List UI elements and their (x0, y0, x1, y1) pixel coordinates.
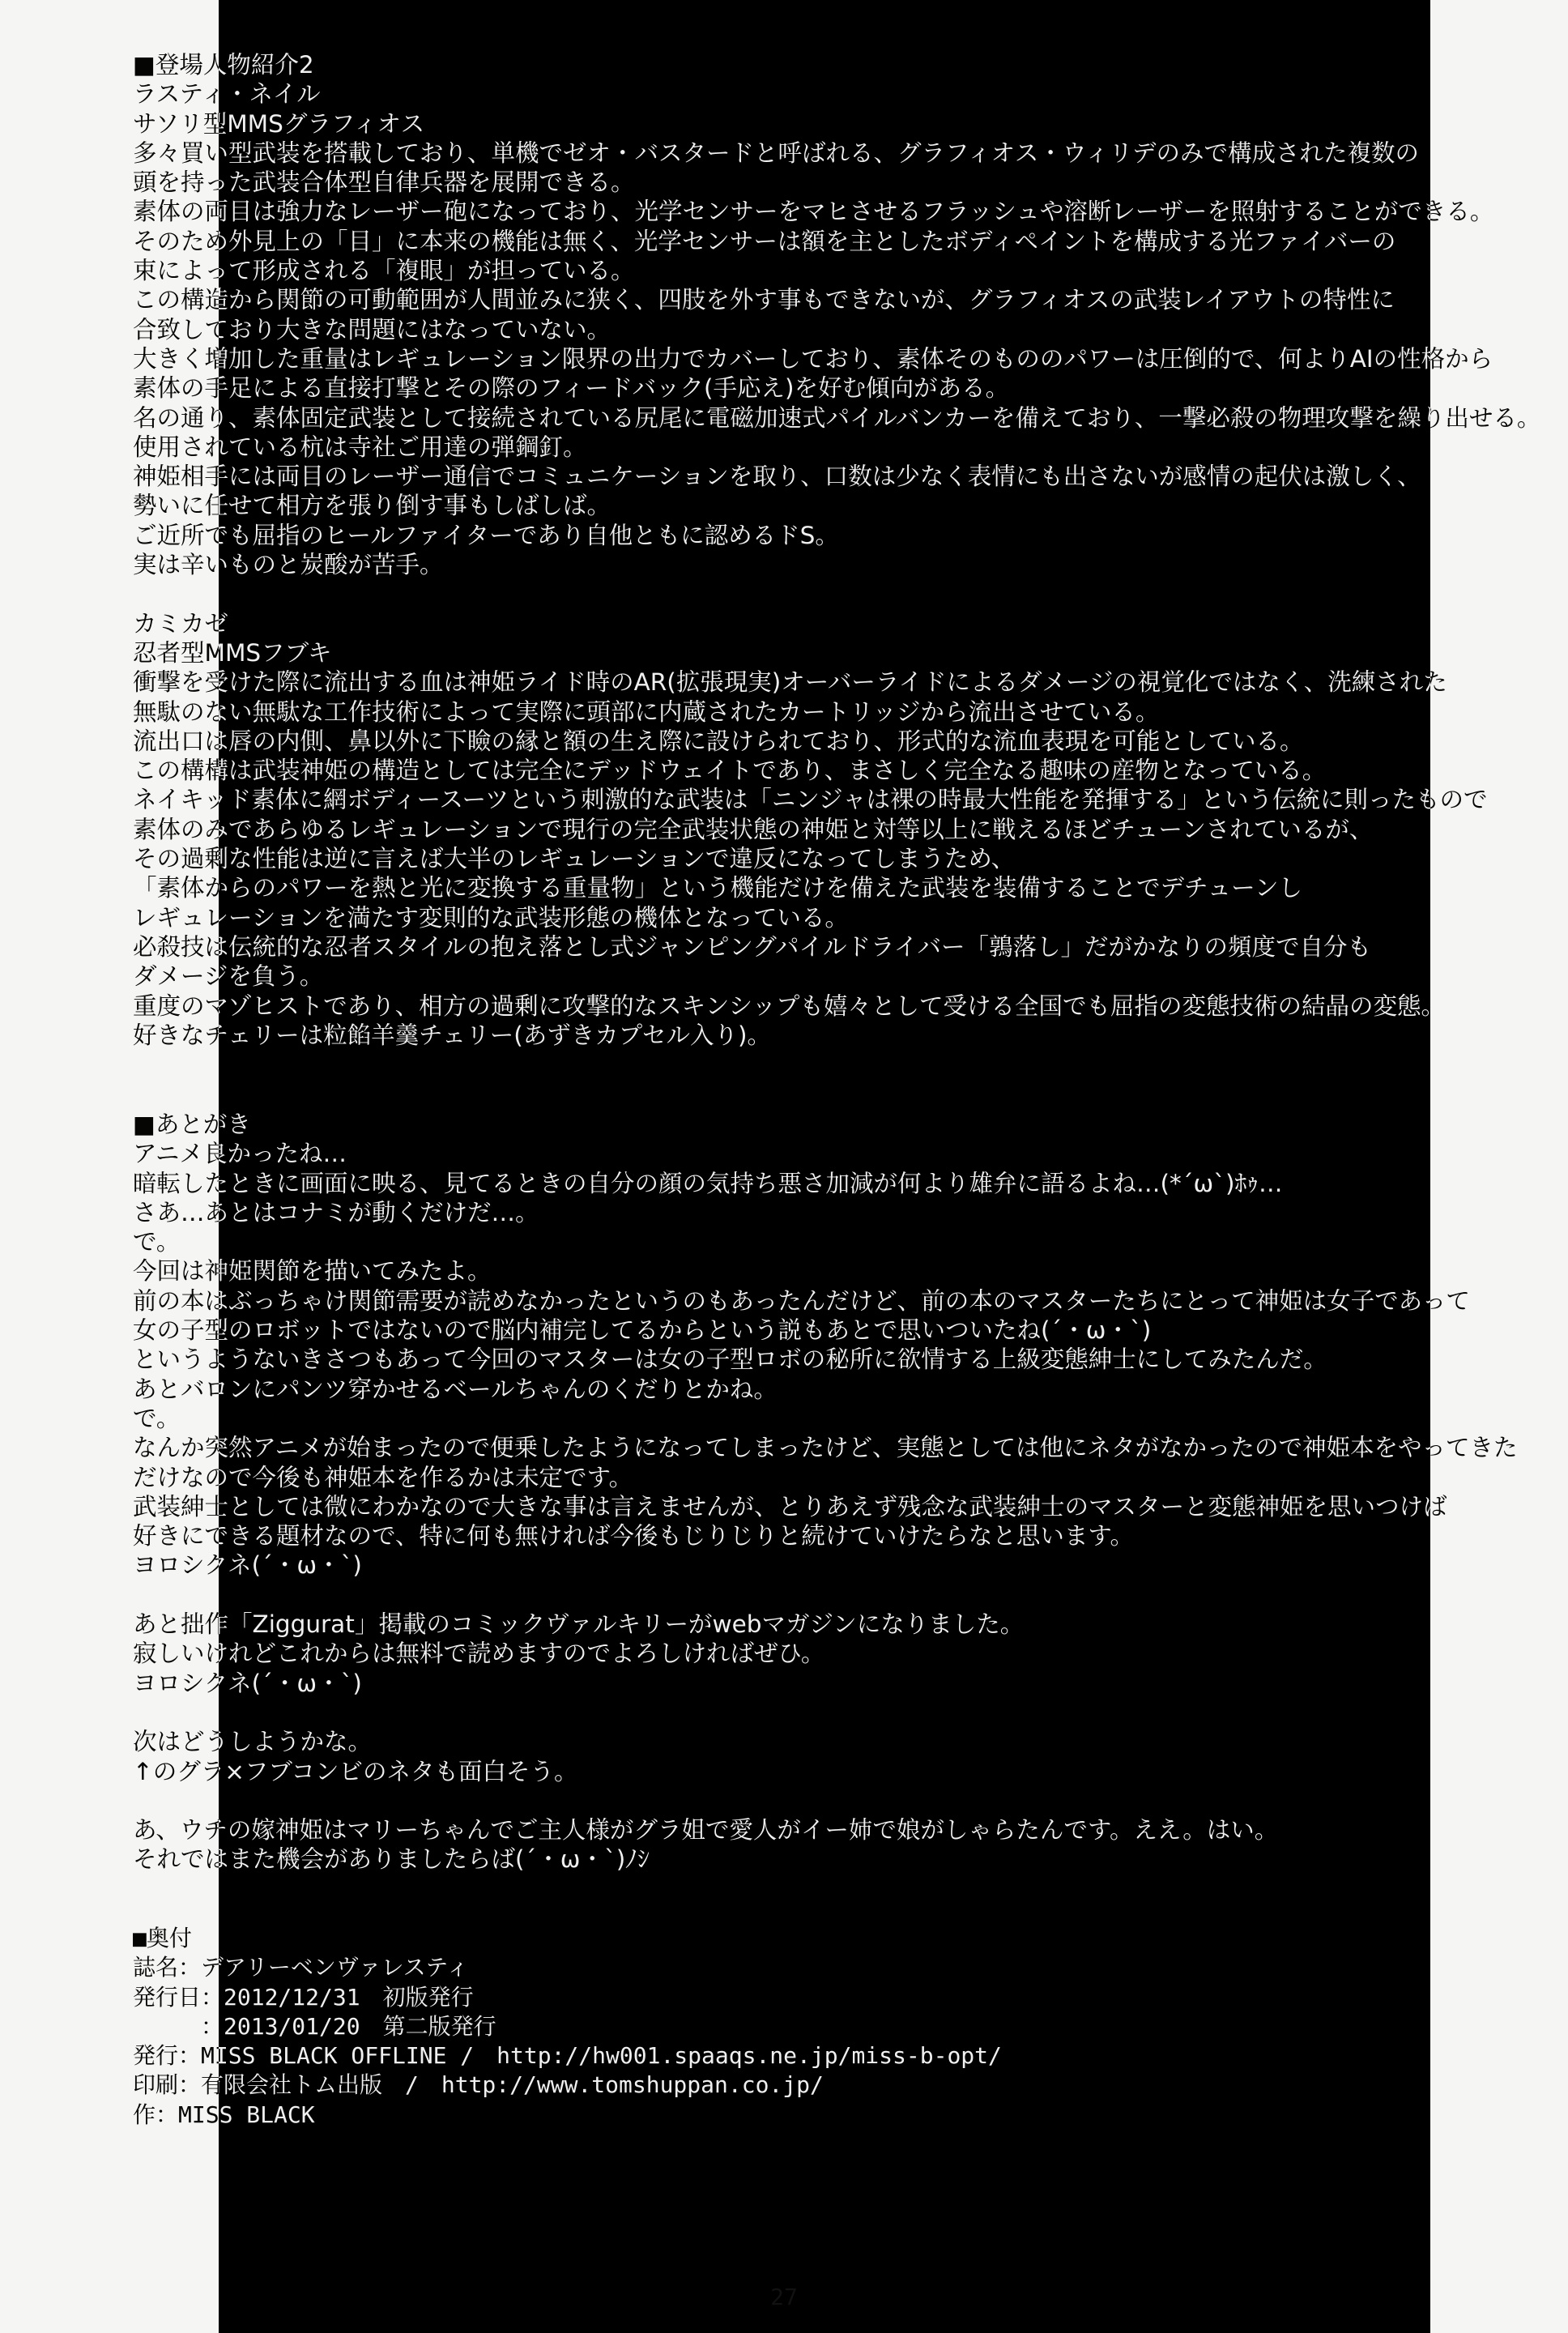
afterword-text-line: ヨロシクネ(´・ω・`) (133, 1551, 362, 1580)
character-text-line: 大きく増加した重量はレギュレーション限界の出力でカバーしており、素体そのもののパワーは圧倒的で、何よりAIの性格から (133, 344, 1493, 373)
character-text-line: 重度のマゾヒストであり、相方の過剰に攻撃的なスキンシップも嬉々として受ける全国でも屈指の変態技術の結晶の変態。 (133, 992, 1445, 1020)
character-text-line: 名の通り、素体固定武装として接続されている尻尾に電磁加速式パイルバンカーを備えており、一撃必殺の物理攻撃を繰り出せる。 (133, 403, 1541, 432)
character-text-line: 無駄のない無駄な工作技術によって実際に頭部に内蔵されたカートリッジから流出させている。 (133, 697, 1160, 726)
colophon-text-line: 発行：MISS BLACK OFFLINE / http://hw001.spaaqs.ne.jp/miss-b-opt/ (133, 2042, 1002, 2070)
afterword-text-line: ■あとがき (133, 1111, 251, 1138)
afterword-text-line (133, 1698, 1552, 1727)
page-number: 27 (770, 2284, 798, 2310)
character-text-line: 流出口は唇の内側、鼻以外に下瞼の縁と額の生え際に設けられており、形式的な流血表現を可能としている。 (133, 727, 1304, 755)
character-text-line: 素体の手足による直接打撃とその際のフィードバック(手応え)を好む傾向がある。 (133, 374, 1010, 403)
afterword-text-line: 前の本はぶっちゃけ関節需要が読めなかったというのもあったんだけど、前の本のマスターたちにとって神姫は女子であって (133, 1286, 1470, 1315)
character-text-line: サソリ型MMSグラフィオス (133, 109, 425, 138)
afterword-text-line: それではまた機会がありましたらば(´・ω・`)ﾉｼ (133, 1845, 650, 1874)
colophon-text-line: ：2013/01/20 第二版発行 (133, 2012, 496, 2040)
afterword-text-line: なんか突然アニメが始まったので便乗したようになってしまったけど、実態としては他にネタがなかったので神姫本をやってきた (133, 1434, 1518, 1462)
character-text-line: 「素体からのパワーを熱と光に変換する重量物」という機能だけを備えた武装を装備することでデチューンし (133, 874, 1303, 902)
colophon-text-line: 作：MISS BLACK (133, 2101, 315, 2128)
colophon-text-line: 発行日：2012/12/31 初版発行 (133, 1983, 474, 2011)
character-text-line: 頭を持った武装合体型自律兵器を展開できる。 (133, 168, 635, 197)
character-text-line: その過剰な性能は逆に言えば大半のレギュレーションで違反になってしまうため、 (133, 845, 1016, 873)
afterword-text-line: で。 (133, 1228, 181, 1256)
character-text-line: この構構は武装神姫の構造としては完全にデッドウェイトであり、まさしく完全なる趣味の産物となっている。 (133, 757, 1327, 785)
character-text-line: ダメージを負う。 (133, 962, 324, 991)
character-text-line (133, 579, 1552, 608)
afterword-text-line: で。 (133, 1404, 181, 1432)
afterword-text-line: 寂しいけれどこれからは無料で読めますのでよろしければぜひ。 (133, 1640, 825, 1668)
character-text-line: 合致しており大きな問題にはなっていない。 (133, 315, 611, 343)
afterword-text-line: あ、ウチの嫁神姫はマリーちゃんでご主人様がグラ姐で愛人がイー姉で娘がしゃらたんです。ええ。はい。 (133, 1816, 1279, 1845)
character-introduction-section (133, 50, 1552, 1050)
afterword-text-line: 今回は神姫関節を描いてみたよ。 (133, 1257, 492, 1286)
colophon-lines (133, 1924, 1552, 2130)
character-text-line: 多々買い型武装を搭載しており、単機でゼオ・バスタードと呼ばれる、グラフィオス・ウィリデのみで構成された複数の (133, 139, 1419, 167)
character-text-line: 素体の両目は強力なレーザー砲になっており、光学センサーをマヒさせるフラッシュや溶断レーザーを照射することができる。 (133, 198, 1494, 226)
character-text-line: 必殺技は伝統的な忍者スタイルの抱え落とし式ジャンピングパイルドライバー「鶉落し」だがかなりの頻度で自分も (133, 932, 1371, 961)
colophon-text-line: ■奥付 (133, 1925, 192, 1951)
colophon-section (133, 1924, 1552, 2130)
character-text-line: ご近所でも屈指のヒールファイターであり自他ともに認めるドS。 (133, 521, 839, 549)
colophon-text-line: 印刷：有限会社トム出版 / http://www.tomshuppan.co.jp/ (133, 2071, 824, 2099)
character-text-line: カミカゼ (133, 609, 229, 638)
afterword-text-line: ↑のグラ×フブコンビのネタも面白そう。 (133, 1757, 578, 1785)
character-introduction-lines (133, 50, 1552, 1050)
character-text-line: レギュレーションを満たす変則的な武装形態の機体となっている。 (133, 903, 849, 932)
character-text-line: 好きなチェリーは粒餡羊羹チェリー(あずきカプセル入り)。 (133, 1021, 771, 1049)
character-text-line: 勢いに任せて相方を張り倒す事もしばしば。 (133, 492, 611, 520)
afterword-text-line: あとバロンにパンツ穿かせるベールちゃんのくだりとかね。 (133, 1375, 778, 1403)
character-text-line: 神姫相手には両目のレーザー通信でコミュニケーションを取り、口数は少なく表情にも出さないが感情の起伏は激しく、 (133, 463, 1421, 491)
afterword-text-line: というようないきさつもあって今回のマスターは女の子型ロボの秘所に欲情する上級変態紳士にしてみたんだ。 (133, 1346, 1327, 1374)
afterword-text-line (133, 1580, 1552, 1610)
afterword-text-line: ヨロシクネ(´・ω・`) (133, 1669, 362, 1697)
character-text-line: 忍者型MMSフブキ (133, 638, 332, 667)
character-text-line: ネイキッド素体に網ボディースーツという刺激的な武装は「ニンジャは裸の時最大性能を発揮する」という伝統に則ったもので (133, 786, 1488, 814)
character-text-line: ■登場人物紹介2 (133, 51, 314, 79)
colophon-text-line: 誌名：デアリーベンヴァレスティ (133, 1954, 469, 1981)
afterword-text-line: 女の子型のロボットではないので脳内補完してるからという説もあとで思いついたね(´・ω・`) (133, 1316, 1152, 1345)
character-text-line: 素体のみであらゆるレギュレーションで現行の完全武装状態の神姫と対等以上に戦えるほどチューンされているが、 (133, 815, 1374, 843)
afterword-text-line: あと拙作「Ziggurat」掲載のコミックヴァルキリーがwebマガジンになりました。 (133, 1610, 1025, 1639)
afterword-text-line: 次はどうしようかな。 (133, 1728, 373, 1756)
afterword-text-line: 武装紳士としては微にわかなので大きな事は言えませんが、とりあえず残念な武装紳士のマスターと変態神姫を思いつけば (133, 1492, 1447, 1521)
afterword-text-line: 暗転したときに画面に映る、見てるときの自分の顔の気持ち悪さ加減が何より雄弁に語るよね…(*´ω`)ﾎｩ… (133, 1169, 1283, 1197)
afterword-section (133, 1110, 1552, 1875)
character-text-line: 実は辛いものと炭酸が苦手。 (133, 551, 444, 579)
character-text-line: 使用されている杭は寺社ご用達の弾鋼釘。 (133, 433, 587, 461)
afterword-lines (133, 1110, 1552, 1875)
character-text-line: そのため外見上の「目」に本来の機能は無く、光学センサーは額を主としたボディペイントを構成する光ファイバーの (133, 227, 1396, 255)
character-text-line: ラスティ・ネイル (133, 80, 321, 109)
afterword-text-line: だけなので今後も神姫本を作るかは未定です。 (133, 1463, 633, 1491)
afterword-text-line: さあ…あとはコナミが動くだけだ…。 (133, 1198, 539, 1226)
character-text-line: この構造から関節の可動範囲が人間並みに狭く、四肢を外す事もできないが、グラフィオスの武装レイアウトの特性に (133, 286, 1395, 314)
character-text-line: 束によって形成される「複眼」が担っている。 (133, 257, 635, 285)
afterword-text-line (133, 1786, 1552, 1815)
afterword-text-line: 好きにできる題材なので、特に何も無ければ今後もじりじりと続けていけたらなと思います。 (133, 1522, 1135, 1550)
afterword-text-line: アニメ良かったね… (133, 1140, 347, 1168)
character-text-line: 衝撃を受けた際に流出する血は神姫ライド時のAR(拡張現実)オーバーライドによるダメージの視覚化ではなく、洗練された (133, 668, 1447, 697)
